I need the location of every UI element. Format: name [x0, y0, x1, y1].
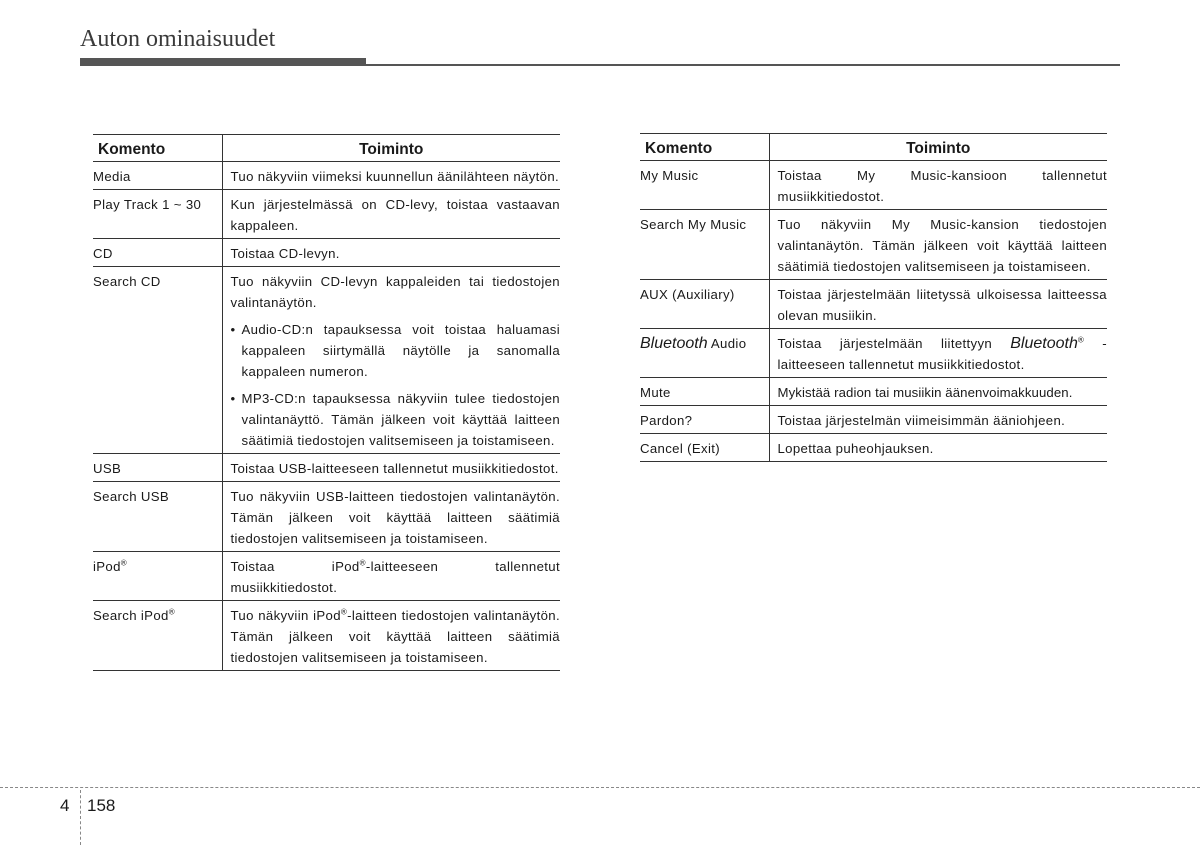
function-cell: Mykistää radion tai musiikin äänenvoimakkuuden.: [769, 378, 1107, 406]
column-header-function: Toiminto: [769, 134, 1107, 161]
table-row: [93, 267, 560, 454]
bullet-text: MP3-CD:n tapauksessa näkyviin tulee tiedostojen valintanäyttö. Tämän jälkeen voit käyttää laitteen säätimiä tiedostojen valitsemiseen ja toistamiseen.: [241, 391, 560, 448]
function-text-pre: Toistaa iPod: [230, 559, 360, 574]
bluetooth-wordmark: Bluetooth: [1010, 335, 1078, 352]
command-cell: Mute: [640, 378, 769, 406]
function-text: -laitteen tiedostojen valintanäytön. Tämän jälkeen voit käyttää laitteen säätimiä tiedostojen valitsemiseen ja toistamiseen.: [230, 608, 560, 665]
function-cell: [222, 267, 560, 454]
column-header-command: Komento: [93, 135, 222, 162]
command-cell: Search CD: [93, 267, 222, 454]
table-row: [640, 434, 1107, 462]
page-header-title: Auton ominaisuudet: [80, 26, 276, 52]
voice-command-table-right: [640, 133, 1107, 462]
registered-mark: ®: [359, 558, 366, 568]
bullet-item: [231, 319, 561, 382]
command-cell: [93, 552, 222, 601]
bullet-text: Audio-CD:n tapauksessa voit toistaa haluamasi kappaleen siirtymällä näytölle ja sanomalla kappaleen numeron.: [241, 322, 560, 379]
command-cell: Media: [93, 162, 222, 190]
command-cell: Play Track 1 ~ 30: [93, 190, 222, 239]
function-cell: Toistaa My Music-kansioon tallennetut musiikkitiedostot.: [769, 161, 1107, 210]
function-cell: Tuo näkyviin My Music-kansion tiedostojen valintanäytön. Tämän jälkeen voit käyttää laitteen säätimiä tiedostojen valitsemiseen ja toistamiseen.: [769, 210, 1107, 280]
table-row: [93, 454, 560, 482]
table-row: [93, 482, 560, 552]
command-cell: Cancel (Exit): [640, 434, 769, 462]
command-cell: USB: [93, 454, 222, 482]
command-cell: AUX (Auxiliary): [640, 280, 769, 329]
command-cell: Search My Music: [640, 210, 769, 280]
command-cell: CD: [93, 239, 222, 267]
header-rule-thick: [80, 58, 366, 66]
function-cell: Tuo näkyviin USB-laitteen tiedostojen valintanäytön. Tämän jälkeen voit käyttää laitteen säätimiä tiedostojen valitsemiseen ja toistamiseen.: [222, 482, 560, 552]
column-header-command: Komento: [640, 134, 769, 161]
function-cell: Toistaa CD-levyn.: [222, 239, 560, 267]
function-cell: Toistaa järjestelmän viimeisimmän ääniohjeen.: [769, 406, 1107, 434]
command-cell: Pardon?: [640, 406, 769, 434]
function-text-pre: Tuo näkyviin iPod: [230, 608, 341, 623]
column-header-function: Toiminto: [222, 135, 560, 162]
command-text: Search iPod: [93, 608, 169, 623]
function-cell: Toistaa USB-laitteeseen tallennetut musiikkitiedostot.: [222, 454, 560, 482]
table-row: [640, 329, 1107, 378]
table-row: [640, 406, 1107, 434]
command-text: Audio: [707, 336, 747, 351]
function-text: Tuo näkyviin CD-levyn kappaleiden tai tiedostojen valintanäytön.: [230, 274, 560, 310]
registered-mark: ®: [1077, 335, 1085, 345]
command-text: iPod: [93, 559, 121, 574]
table-header-row: [640, 134, 1107, 161]
table-row: [640, 378, 1107, 406]
table-row: [93, 239, 560, 267]
registered-mark: ®: [340, 607, 348, 617]
function-cell: Tuo näkyviin viimeksi kuunnellun äänilähteen näytön.: [222, 162, 560, 190]
table-row: [640, 210, 1107, 280]
function-text: -laitteeseen tallennetut musiikkitiedostot.: [777, 336, 1107, 372]
command-cell: My Music: [640, 161, 769, 210]
page-number: 158: [87, 796, 116, 815]
bullet-item: [231, 388, 561, 451]
function-cell: Kun järjestelmässä on CD-levy, toistaa vastaavan kappaleen.: [222, 190, 560, 239]
table-row: [93, 552, 560, 601]
table-row: [640, 161, 1107, 210]
bullet-dot-icon: •: [230, 322, 236, 337]
registered-mark: ®: [168, 607, 175, 617]
footer-dashed-divider: [80, 790, 81, 845]
function-cell: [222, 552, 560, 601]
table-header-row: [93, 135, 560, 162]
bluetooth-wordmark: Bluetooth: [640, 335, 708, 352]
function-cell: Lopettaa puheohjauksen.: [769, 434, 1107, 462]
command-cell: Search USB: [93, 482, 222, 552]
table-row: [93, 190, 560, 239]
command-cell: [93, 601, 222, 671]
function-cell: [222, 601, 560, 671]
header-rule-thin: [366, 64, 1120, 66]
command-cell: [640, 329, 769, 378]
table-row: [93, 601, 560, 671]
registered-mark: ®: [120, 558, 128, 568]
chapter-number: 4: [60, 796, 70, 815]
function-text-pre: Toistaa järjestelmään liitettyyn: [777, 336, 1011, 351]
footer-dashed-rule: [0, 787, 1200, 788]
function-cell: [769, 329, 1107, 378]
function-text: -laitteeseen tallennetut musiikkitiedostot.: [230, 559, 560, 595]
function-cell: Toistaa järjestelmään liitetyssä ulkoisessa laitteessa olevan musiikin.: [769, 280, 1107, 329]
table-row: [93, 162, 560, 190]
voice-command-table-left: [93, 134, 560, 671]
table-row: [640, 280, 1107, 329]
bullet-dot-icon: •: [230, 391, 236, 406]
